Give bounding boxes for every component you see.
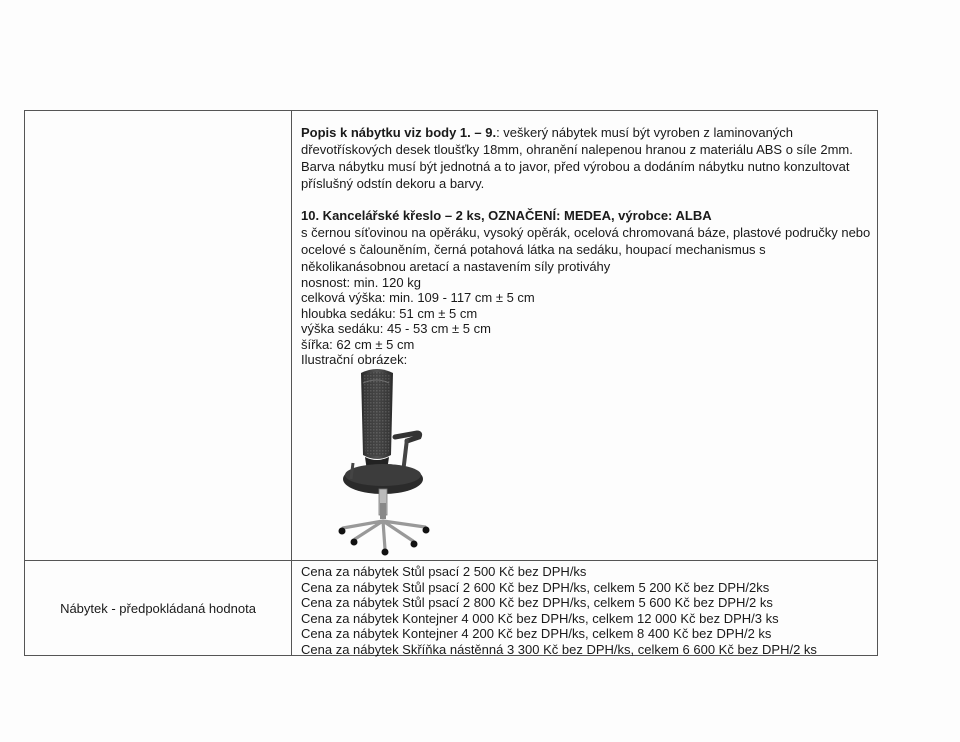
price-line: Cena za nábytek Stůl psací 2 600 Kč bez DPH/ks, celkem 5 200 Kč bez DPH/2ks — [301, 579, 770, 595]
column-divider — [291, 111, 292, 655]
price-line: Cena za nábytek Kontejner 4 200 Kč bez DPH/ks, celkem 8 400 Kč bez DPH/2 ks — [301, 626, 772, 641]
price-line: Cena za nábytek Kontejner 4 000 Kč bez DPH/ks, celkem 12 000 Kč bez DPH/3 ks — [301, 610, 779, 626]
intro-paragraph — [301, 124, 871, 158]
document-table — [24, 110, 878, 656]
chair-illustration — [325, 363, 437, 559]
item-specs — [301, 275, 871, 367]
estimated-value-label: Nábytek - předpokládaná hodnota — [60, 601, 256, 616]
intro-text: : veškerý nábytek musí být vyroben z laminovaných dřevotřískových desek tloušťky 18mm, ohranění nalepenou hranou z materiálu ABS o síle 2mm. — [301, 125, 853, 157]
price-line: Cena za nábytek Skříňka nástěnná 3 300 Kč bez DPH/ks, celkem 6 600 Kč bez DPH/2 ks — [301, 641, 817, 657]
spec-line: celková výška: min. 109 - 117 cm ± 5 cm — [301, 290, 535, 306]
price-list — [301, 564, 871, 657]
price-line: Cena za nábytek Stůl psací 2 800 Kč bez DPH/ks, celkem 5 600 Kč bez DPH/2 ks — [301, 595, 773, 610]
price-line: Cena za nábytek Stůl psací 2 500 Kč bez DPH/ks — [301, 564, 587, 579]
spec-line: nosnost: min. 120 kg — [301, 275, 421, 290]
spec-line: výška sedáku: 45 - 53 cm ± 5 cm — [301, 321, 491, 337]
spec-line: hloubka sedáku: 51 cm ± 5 cm — [301, 305, 478, 321]
intro-heading: Popis k nábytku viz body 1. – 9. — [301, 125, 497, 140]
item-description: s černou síťovinou na opěráku, vysoký opěrák, ocelová chromovaná báze, plastové područky nebo ocelové s čalouněním, černá potahová látka na sedáku, houpací mechanismus s několikanásobnou aretací a nastavením síly protiváhy — [301, 225, 871, 274]
spec-line: Ilustrační obrázek: — [301, 352, 408, 368]
item-heading: 10. Kancelářské křeslo – 2 ks, OZNAČENÍ: MEDEA, výrobce: ALBA — [301, 208, 712, 223]
spec-line: šířka: 62 cm ± 5 cm — [301, 336, 415, 352]
description-cell — [301, 124, 871, 367]
intro-color-note: Barva nábytku musí být jednotná a to javor, před výrobou a dodáním nábytku nutno konzultovat příslušný odstín dekoru a barvy. — [301, 159, 850, 191]
